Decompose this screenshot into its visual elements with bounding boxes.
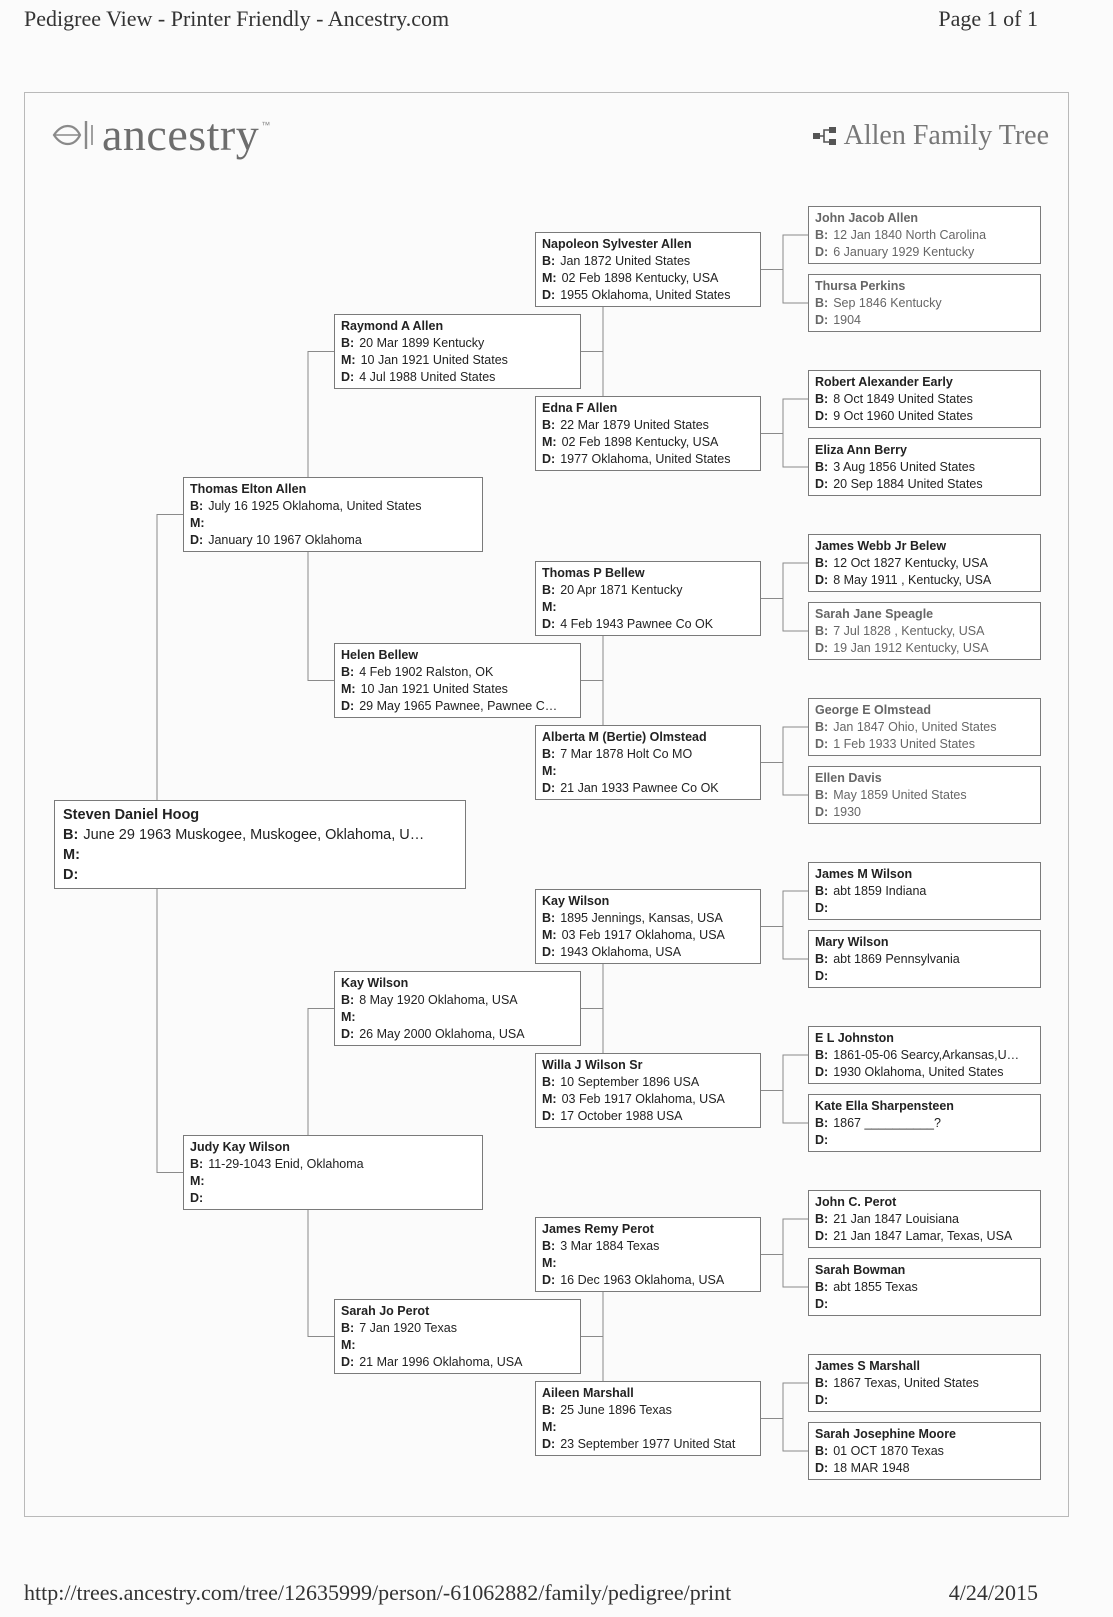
person-d-value: 6 January 1929 Kentucky (833, 245, 975, 259)
person-card[interactable] (808, 698, 1041, 756)
person-m-row (542, 1091, 754, 1108)
person-b-label: B: (815, 788, 829, 802)
person-d-row (542, 944, 754, 961)
person-d-label: D: (815, 969, 829, 983)
person-b-value: 8 Oct 1849 United States (833, 392, 973, 406)
person-m-row (542, 1419, 754, 1436)
person-d-value: 20 Sep 1884 United States (833, 477, 983, 491)
person-name[interactable]: Helen Bellew (341, 648, 419, 662)
person-b-label: B: (815, 460, 829, 474)
person-name[interactable]: Kay Wilson (341, 976, 409, 990)
person-d-row (815, 1228, 1034, 1245)
person-d-row (542, 1436, 754, 1453)
person-b-label: B: (341, 336, 355, 350)
person-m-row (341, 681, 574, 698)
person-b-label: B: (815, 296, 829, 310)
person-card[interactable] (808, 1190, 1041, 1248)
person-d-value: 29 May 1965 Pawnee, Pawnee C… (359, 699, 558, 713)
person-d-value: 17 October 1988 USA (560, 1109, 683, 1123)
person-d-label: D: (190, 533, 204, 547)
person-b-label: B: (815, 624, 829, 638)
person-card[interactable] (334, 314, 581, 389)
person-d-label: D: (341, 370, 355, 384)
person-name[interactable]: Mary Wilson (815, 935, 889, 949)
person-b-value: July 16 1925 Oklahoma, United States (208, 499, 422, 513)
person-d-label: D: (815, 409, 829, 423)
person-b-label: B: (815, 884, 829, 898)
person-d-label: D: (542, 1437, 556, 1451)
person-name[interactable]: Eliza Ann Berry (815, 443, 907, 457)
person-d-row (542, 1272, 754, 1289)
person-d-row (815, 572, 1034, 589)
person-d-row (815, 1392, 1034, 1409)
person-d-label: D: (815, 477, 829, 491)
person-b-label: B: (542, 1075, 556, 1089)
person-b-label: B: (542, 1403, 556, 1417)
person-d-value: 23 September 1977 United Stat (560, 1437, 736, 1451)
person-d-row (341, 698, 574, 715)
person-m-value: 02 Feb 1898 Kentucky, USA (561, 435, 719, 449)
person-d-row (815, 804, 1034, 821)
person-d-label: D: (542, 1109, 556, 1123)
person-card[interactable] (808, 1026, 1041, 1084)
person-d-row (341, 1354, 574, 1371)
person-b-value: Jan 1847 Ohio, United States (833, 720, 997, 734)
person-d-row (542, 451, 754, 468)
person-d-row (815, 1064, 1034, 1081)
person-b-value: June 29 1963 Muskogee, Muskogee, Oklahoma, U… (83, 827, 425, 843)
person-d-label: D: (815, 737, 829, 751)
person-m-label: M: (542, 928, 557, 942)
person-b-label: B: (815, 1048, 829, 1062)
person-d-label: D: (815, 1133, 829, 1147)
person-m-label: M: (190, 516, 205, 530)
person-card[interactable] (808, 1094, 1041, 1152)
connector-line (783, 1219, 808, 1287)
person-d-label: D: (542, 781, 556, 795)
person-d-row (190, 532, 476, 549)
person-b-label: B: (341, 665, 355, 679)
person-d-row (341, 369, 574, 386)
person-b-value: abt 1855 Texas (833, 1280, 918, 1294)
person-b-value: 21 Jan 1847 Louisiana (833, 1212, 960, 1226)
person-d-value: 1977 Oklahoma, United States (560, 452, 731, 466)
person-m-row (190, 1173, 476, 1190)
person-b-label: B: (815, 392, 829, 406)
person-b-row (341, 992, 574, 1009)
person-b-row (341, 664, 574, 681)
person-b-row (63, 825, 457, 845)
person-m-label: M: (542, 271, 557, 285)
person-d-label: D: (542, 1273, 556, 1287)
person-b-value: 10 September 1896 USA (560, 1075, 700, 1089)
person-d-row (815, 244, 1034, 261)
person-name[interactable]: John Jacob Allen (815, 211, 919, 225)
person-m-value: 03 Feb 1917 Oklahoma, USA (561, 928, 725, 942)
person-m-row (542, 927, 754, 944)
person-b-value: 11-29-1043 Enid, Oklahoma (208, 1157, 364, 1171)
person-name[interactable]: Thomas P Bellew (542, 566, 645, 580)
person-b-row (815, 1443, 1034, 1460)
person-name[interactable]: Kay Wilson (542, 894, 610, 908)
person-name[interactable]: Willa J Wilson Sr (542, 1058, 643, 1072)
person-b-label: B: (542, 418, 556, 432)
person-b-value: 4 Feb 1902 Ralston, OK (359, 665, 494, 679)
person-d-label: D: (63, 867, 79, 883)
person-d-label: D: (341, 1027, 355, 1041)
person-b-label: B: (815, 1280, 829, 1294)
person-d-row (815, 968, 1034, 985)
person-m-row (542, 434, 754, 451)
person-d-value: 1 Feb 1933 United States (833, 737, 975, 751)
person-m-label: M: (341, 1338, 356, 1352)
person-m-row (190, 515, 476, 532)
person-b-value: 1895 Jennings, Kansas, USA (560, 911, 723, 925)
person-card[interactable] (535, 1217, 761, 1292)
person-d-value: 1930 Oklahoma, United States (833, 1065, 1004, 1079)
person-b-label: B: (542, 911, 556, 925)
person-d-value: 8 May 1911 , Kentucky, USA (833, 573, 992, 587)
person-card[interactable] (334, 1299, 581, 1374)
person-card[interactable] (808, 274, 1041, 332)
person-name[interactable]: Sarah Jo Perot (341, 1304, 430, 1318)
person-d-label: D: (815, 901, 829, 915)
person-name[interactable]: James Remy Perot (542, 1222, 654, 1236)
person-d-value: 1955 Oklahoma, United States (560, 288, 731, 302)
print-header-title: Pedigree View - Printer Friendly - Ancestry.com (24, 6, 450, 31)
person-m-label: M: (341, 353, 356, 367)
person-name[interactable]: John C. Perot (815, 1195, 897, 1209)
person-d-row (815, 312, 1034, 329)
person-b-label: B: (63, 827, 79, 843)
person-card[interactable] (535, 561, 761, 636)
person-card[interactable] (808, 862, 1041, 920)
person-b-row (542, 1238, 754, 1255)
person-m-label: M: (542, 764, 557, 778)
connector-line (783, 1055, 808, 1123)
person-b-row (815, 459, 1034, 476)
person-card[interactable] (808, 1354, 1041, 1412)
person-m-row (63, 845, 457, 865)
person-b-row (542, 1074, 754, 1091)
person-b-label: B: (815, 1444, 829, 1458)
person-d-value: 21 Mar 1996 Oklahoma, USA (359, 1355, 523, 1369)
person-card[interactable] (808, 930, 1041, 988)
person-b-row (815, 295, 1034, 312)
person-card[interactable] (535, 725, 761, 800)
person-b-label: B: (542, 1239, 556, 1253)
person-d-row (542, 1108, 754, 1125)
person-m-label: M: (542, 435, 557, 449)
person-b-row (815, 1211, 1034, 1228)
person-card[interactable] (808, 766, 1041, 824)
person-m-row (542, 1255, 754, 1272)
person-b-row (815, 719, 1034, 736)
person-d-label: D: (542, 452, 556, 466)
person-name[interactable]: Steven Daniel Hoog (63, 807, 200, 823)
person-b-value: 12 Jan 1840 North Carolina (833, 228, 987, 242)
person-b-value: 3 Aug 1856 United States (833, 460, 975, 474)
person-b-value: 20 Mar 1899 Kentucky (359, 336, 485, 350)
person-m-row (542, 763, 754, 780)
person-card[interactable] (54, 800, 466, 889)
person-b-row (815, 623, 1034, 640)
person-b-label: B: (815, 1376, 829, 1390)
person-d-value: 16 Dec 1963 Oklahoma, USA (560, 1273, 725, 1287)
person-d-label: D: (542, 288, 556, 302)
person-card[interactable] (535, 1381, 761, 1456)
person-b-label: B: (542, 747, 556, 761)
person-card[interactable] (535, 232, 761, 307)
person-b-value: 1867 Texas, United States (833, 1376, 979, 1390)
person-m-row (341, 352, 574, 369)
person-b-label: B: (815, 1212, 829, 1226)
person-b-value: 01 OCT 1870 Texas (833, 1444, 944, 1458)
person-b-value: 12 Oct 1827 Kentucky, USA (833, 556, 988, 570)
person-d-value: 21 Jan 1847 Lamar, Texas, USA (833, 1229, 1013, 1243)
person-name[interactable]: Alberta M (Bertie) Olmstead (542, 730, 707, 744)
connector-line (783, 727, 808, 795)
person-d-label: D: (815, 313, 829, 327)
person-m-row (341, 1009, 574, 1026)
person-b-row (542, 253, 754, 270)
person-b-value: 22 Mar 1879 United States (560, 418, 709, 432)
person-d-row (341, 1026, 574, 1043)
person-b-row (190, 1156, 476, 1173)
person-b-row (341, 1320, 574, 1337)
person-name[interactable]: Napoleon Sylvester Allen (542, 237, 692, 251)
person-d-row (815, 736, 1034, 753)
print-footer-date: 4/24/2015 (948, 1580, 1038, 1605)
print-footer-url: http://trees.ancestry.com/tree/12635999/person/-61062882/family/pedigree/print (24, 1580, 732, 1605)
print-header-page: Page 1 of 1 (938, 6, 1038, 31)
person-d-row (815, 408, 1034, 425)
person-d-value: 1930 (833, 805, 862, 819)
person-b-value: abt 1869 Pennsylvania (833, 952, 960, 966)
person-d-value: January 10 1967 Oklahoma (208, 533, 362, 547)
person-name[interactable]: Robert Alexander Early (815, 375, 953, 389)
person-b-row (815, 1115, 1034, 1132)
person-card[interactable] (808, 534, 1041, 592)
person-name[interactable]: George E Olmstead (815, 703, 932, 717)
person-d-label: D: (341, 699, 355, 713)
person-d-label: D: (815, 1297, 829, 1311)
person-d-label: D: (815, 1393, 829, 1407)
person-card[interactable] (808, 438, 1041, 496)
person-b-label: B: (190, 1157, 204, 1171)
person-b-row (341, 335, 574, 352)
person-d-label: D: (542, 945, 556, 959)
person-b-row (542, 746, 754, 763)
person-b-row (815, 1279, 1034, 1296)
person-d-label: D: (542, 617, 556, 631)
person-b-label: B: (815, 228, 829, 242)
person-d-label: D: (815, 245, 829, 259)
person-m-label: M: (542, 1420, 557, 1434)
person-card[interactable] (808, 1422, 1041, 1480)
person-b-value: 20 Apr 1871 Kentucky (560, 583, 683, 597)
person-b-row (542, 910, 754, 927)
person-d-value: 26 May 2000 Oklahoma, USA (359, 1027, 525, 1041)
person-b-row (815, 1047, 1034, 1064)
person-d-value: 1904 (833, 313, 862, 327)
person-name[interactable]: Thomas Elton Allen (190, 482, 307, 496)
person-m-label: M: (542, 1256, 557, 1270)
person-b-label: B: (542, 583, 556, 597)
person-name[interactable]: Aileen Marshall (542, 1386, 634, 1400)
person-d-label: D: (815, 641, 829, 655)
tree-title-text: Allen Family Tree (843, 120, 1049, 151)
person-d-row (815, 1132, 1034, 1149)
person-card[interactable] (535, 889, 761, 964)
person-card[interactable] (808, 206, 1041, 264)
person-name[interactable]: Raymond A Allen (341, 319, 444, 333)
person-m-value: 03 Feb 1917 Oklahoma, USA (561, 1092, 725, 1106)
person-card[interactable] (334, 643, 581, 718)
person-card[interactable] (535, 1053, 761, 1128)
person-b-value: 7 Jul 1828 , Kentucky, USA (833, 624, 985, 638)
person-m-row (542, 270, 754, 287)
person-d-label: D: (815, 805, 829, 819)
person-b-row (815, 555, 1034, 572)
person-b-row (815, 951, 1034, 968)
person-card[interactable] (183, 477, 483, 552)
person-name[interactable]: James S Marshall (815, 1359, 920, 1373)
person-d-row (542, 616, 754, 633)
person-d-row (542, 287, 754, 304)
person-d-label: D: (341, 1355, 355, 1369)
person-name[interactable]: E L Johnston (815, 1031, 894, 1045)
person-d-row (815, 1460, 1034, 1477)
person-b-label: B: (815, 556, 829, 570)
person-b-label: B: (815, 720, 829, 734)
person-b-value: Sep 1846 Kentucky (833, 296, 942, 310)
person-d-row (63, 865, 457, 885)
logo-wordmark: ancestry (102, 109, 260, 160)
person-m-label: M: (341, 682, 356, 696)
person-b-value: abt 1859 Indiana (833, 884, 927, 898)
person-b-label: B: (341, 1321, 355, 1335)
person-m-label: M: (341, 1010, 356, 1024)
person-name[interactable]: Sarah Jane Speagle (815, 607, 934, 621)
person-name[interactable]: James M Wilson (815, 867, 913, 881)
person-d-label: D: (815, 1229, 829, 1243)
person-b-label: B: (815, 1116, 829, 1130)
person-d-value: 21 Jan 1933 Pawnee Co OK (560, 781, 719, 795)
person-d-value: 9 Oct 1960 United States (833, 409, 973, 423)
person-b-row (815, 1375, 1034, 1392)
person-d-row (542, 780, 754, 797)
person-b-label: B: (190, 499, 204, 513)
person-d-value: 4 Jul 1988 United States (359, 370, 496, 384)
person-b-value: 3 Mar 1884 Texas (560, 1239, 660, 1253)
connector-line (783, 563, 808, 631)
person-name[interactable]: Judy Kay Wilson (190, 1140, 290, 1154)
person-b-row (815, 227, 1034, 244)
person-b-row (815, 391, 1034, 408)
person-b-value: 8 May 1920 Oklahoma, USA (359, 993, 518, 1007)
connector-line (783, 891, 808, 959)
person-card[interactable] (334, 971, 581, 1046)
person-m-label: M: (542, 1092, 557, 1106)
person-m-label: M: (190, 1174, 205, 1188)
person-d-row (815, 640, 1034, 657)
person-d-value: 1943 Oklahoma, USA (560, 945, 682, 959)
person-b-row (815, 883, 1034, 900)
connector-line (783, 235, 808, 303)
person-name[interactable]: Edna F Allen (542, 401, 618, 415)
person-d-label: D: (815, 1461, 829, 1475)
person-d-row (190, 1190, 476, 1207)
person-d-label: D: (815, 573, 829, 587)
person-card[interactable] (808, 1258, 1041, 1316)
connector-line (783, 1383, 808, 1451)
person-b-label: B: (815, 952, 829, 966)
person-card[interactable] (535, 396, 761, 471)
person-b-value: 1861-05-06 Searcy,Arkansas,U… (833, 1048, 1020, 1062)
person-m-value: 02 Feb 1898 Kentucky, USA (561, 271, 719, 285)
person-name[interactable]: Kate Ella Sharpensteen (815, 1099, 954, 1113)
person-d-value: 19 Jan 1912 Kentucky, USA (833, 641, 989, 655)
person-b-value: 1867 __________? (833, 1116, 941, 1130)
person-m-row (341, 1337, 574, 1354)
person-m-value: 10 Jan 1921 United States (360, 353, 508, 367)
person-card[interactable] (808, 370, 1041, 428)
person-b-row (542, 1402, 754, 1419)
person-m-value: 10 Jan 1921 United States (360, 682, 508, 696)
person-b-label: B: (542, 254, 556, 268)
person-b-value: 25 June 1896 Texas (560, 1403, 672, 1417)
person-name[interactable]: James Webb Jr Belew (815, 539, 947, 553)
person-name[interactable]: Sarah Josephine Moore (815, 1427, 957, 1441)
person-m-label: M: (63, 847, 80, 863)
person-d-value: 4 Feb 1943 Pawnee Co OK (560, 617, 714, 631)
connector-line (783, 399, 808, 467)
person-b-value: 7 Jan 1920 Texas (359, 1321, 457, 1335)
person-m-label: M: (542, 600, 557, 614)
person-b-row (815, 787, 1034, 804)
person-name[interactable]: Thursa Perkins (815, 279, 906, 293)
person-m-row (542, 599, 754, 616)
person-name[interactable]: Sarah Bowman (815, 1263, 906, 1277)
person-d-value: 18 MAR 1948 (833, 1461, 910, 1475)
person-d-label: D: (190, 1191, 204, 1205)
person-card[interactable] (808, 602, 1041, 660)
person-b-value: Jan 1872 United States (560, 254, 691, 268)
person-b-row (542, 582, 754, 599)
logo-trademark: ™ (261, 120, 271, 130)
person-b-row (190, 498, 476, 515)
person-b-row (542, 417, 754, 434)
person-b-label: B: (341, 993, 355, 1007)
person-b-value: 7 Mar 1878 Holt Co MO (560, 747, 693, 761)
person-d-row (815, 1296, 1034, 1313)
person-d-row (815, 900, 1034, 917)
person-card[interactable] (183, 1135, 483, 1210)
person-d-label: D: (815, 1065, 829, 1079)
person-name[interactable]: Ellen Davis (815, 771, 882, 785)
person-b-value: May 1859 United States (833, 788, 967, 802)
person-d-row (815, 476, 1034, 493)
